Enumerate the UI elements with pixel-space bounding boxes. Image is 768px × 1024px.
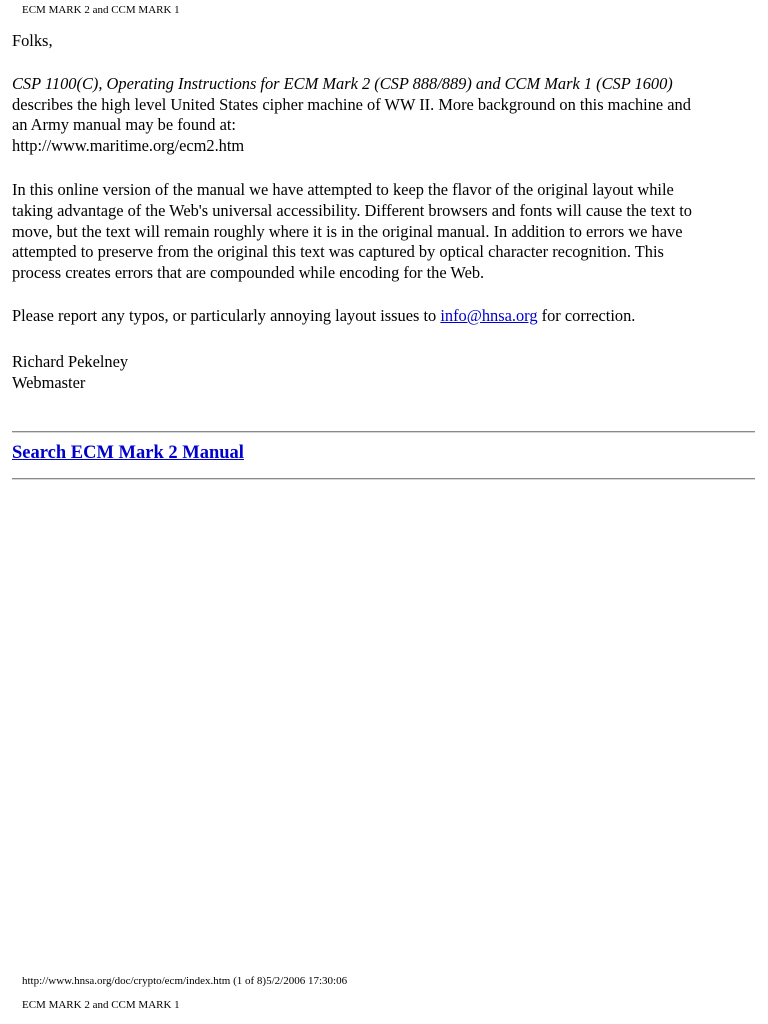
signature-role: Webmaster	[12, 372, 86, 392]
intro-paragraph	[12, 74, 756, 157]
report-paragraph	[12, 306, 756, 327]
letter-content	[12, 31, 756, 393]
horizontal-rule	[12, 431, 755, 433]
report-text-end: for correction.	[537, 305, 636, 325]
greeting: Folks,	[12, 31, 53, 50]
manual-title: CSP 1100(C), Operating Instructions for ECM Mark 2 (CSP 888/889) and CCM Mark 1 (CSP 1600)	[12, 73, 673, 93]
email-link[interactable]: info@hnsa.org	[440, 305, 538, 325]
report-text: Please report any typos, or particularly annoying layout issues to	[12, 305, 441, 325]
body-line: attempted to preserve from the original this text was captured by optical character recognition. This	[12, 242, 664, 262]
footer-title: ECM MARK 2 and CCM MARK 1	[22, 999, 180, 1011]
horizontal-rule	[12, 478, 755, 480]
body-paragraph	[12, 180, 756, 284]
signature	[12, 352, 756, 394]
running-header: ECM MARK 2 and CCM MARK 1	[22, 4, 180, 16]
intro-line: an Army manual may be found at:	[12, 115, 236, 135]
intro-line: describes the high level United States cipher machine of WW II. More background on this machine and	[12, 94, 691, 114]
search-manual-link[interactable]: Search ECM Mark 2 Manual	[12, 443, 244, 463]
body-line: move, but the text will remain roughly where it is in the original manual. In addition to errors we have	[12, 221, 683, 241]
body-line: taking advantage of the Web's universal accessibility. Different browsers and fonts will cause the text to	[12, 200, 692, 220]
body-line: process creates errors that are compounded while encoding for the Web.	[12, 263, 485, 283]
footer-url: http://www.hnsa.org/doc/crypto/ecm/index.htm (1 of 8)5/2/2006 17:30:06	[22, 975, 348, 987]
signature-name: Richard Pekelney	[12, 351, 129, 371]
background-url: http://www.maritime.org/ecm2.htm	[12, 136, 245, 156]
body-line: In this online version of the manual we have attempted to keep the flavor of the original layout while	[12, 179, 674, 199]
